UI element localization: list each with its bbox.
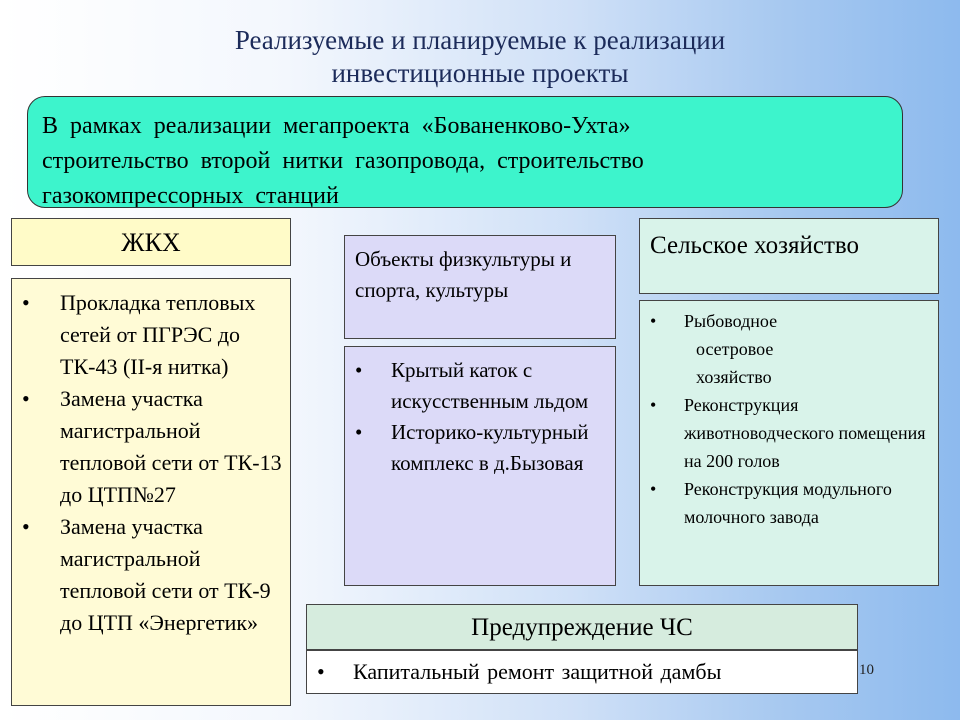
zhkh-item-3: Замена участка магистральной тепловой сети от ТК-9 до ЦТП «Энергетик» [60,514,271,635]
chs-item-1: Капитальный ремонт защитной дамбы [353,659,722,684]
agro-item-1-line-2: осетровое [696,339,774,359]
bullet-icon: • [22,386,30,411]
page-number: 10 [859,662,874,678]
megaproject-line-3: газокомпрессорных станций [42,183,339,208]
chs-list-box [306,650,858,694]
bullet-icon: • [650,311,657,331]
megaproject-line-1: В рамках реализации мегапроекта «Бованенково-Ухта» [42,113,631,139]
list-item [355,355,609,417]
zhkh-list-box [11,278,291,706]
sport-list [355,355,609,479]
list-item [22,511,284,639]
list-item [355,417,609,479]
list-item [317,651,851,693]
zhkh-item-2: Замена участка магистральной тепловой сети от ТК-13 до ЦТП№27 [60,386,282,507]
bullet-icon: • [355,420,363,444]
bullet-icon: • [650,395,657,415]
sport-item-2: Историко-культурный комплекс в д.Бызовая [391,420,589,475]
chs-list [317,651,851,693]
agro-header: Сельское хозяйство [639,218,939,294]
zhkh-list [22,287,284,639]
megaproject-line-2: строительство второй нитки газопровода, строительство [42,148,644,174]
list-item [650,391,932,475]
list-item [22,383,284,511]
sport-header: Объекты физкультуры и спорта, культуры [344,235,616,339]
agro-list [650,307,932,531]
bullet-icon: • [22,514,30,539]
slide-title [100,24,860,90]
sport-list-box [344,346,616,586]
zhkh-item-1: Прокладка тепловых сетей от ПГРЭС до ТК-43 (II-я нитка) [60,290,256,379]
bullet-icon: • [22,290,30,315]
agro-item-1-line-1: Рыбоводное [684,311,778,331]
megaproject-box [27,96,903,208]
list-item [22,287,284,383]
bullet-icon: • [317,659,325,684]
list-item [650,307,932,391]
agro-item-3: Реконструкция модульного молочного завода [684,479,892,527]
bullet-icon: • [650,479,657,499]
chs-header: Предупреждение ЧС [306,604,858,650]
slide-title-line-2: инвестиционные проекты [331,58,629,88]
list-item [650,475,932,531]
agro-item-2: Реконструкция животноводческого помещения на 200 голов [684,395,926,471]
zhkh-header: ЖКХ [11,218,291,266]
bullet-icon: • [355,358,363,382]
sport-item-1: Крытый каток с искусственным льдом [391,358,589,413]
slide-title-line-1: Реализуемые и планируемые к реализации [234,25,726,55]
agro-list-box [639,300,939,586]
agro-item-1-line-3: хозяйство [696,367,772,387]
